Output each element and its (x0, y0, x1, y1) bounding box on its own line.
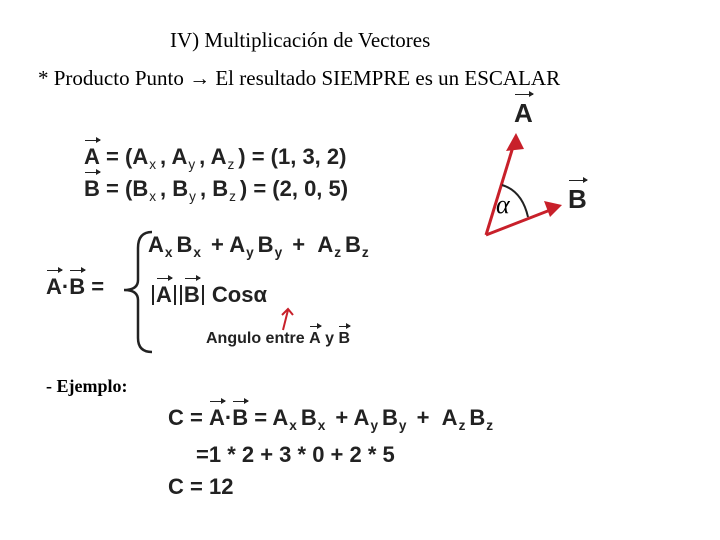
lhs-vector-b: B (69, 274, 86, 299)
subscript-z: z (227, 156, 235, 172)
subtitle-prefix: * Producto Punto (38, 66, 184, 90)
page-title: IV) Multiplicación de Vectores (170, 28, 431, 52)
magnitude-a: A (156, 282, 172, 307)
vector-a-arrow (486, 137, 516, 235)
vector-b-open: = ( (106, 176, 133, 201)
vector-b-component-y: B (172, 176, 189, 201)
subscript-x: x (149, 188, 157, 204)
vector-b-arrowhead (544, 201, 562, 217)
vector-a-value: ) = (1, 3, 2) (238, 144, 347, 169)
example-line-1: $C = A\cdot B = A_x$ $B_x + A_y$ $B_y + A_z$ $B_z$ (168, 405, 494, 433)
example-vector-a: A (208, 405, 225, 430)
vector-diagram (470, 95, 610, 245)
example-vector-b: B (232, 405, 249, 430)
lhs-vector-a: A (46, 274, 62, 299)
vector-b-definition: $B = (B_x$ , $B_y$ , $B_z$ ) = (2, 0, 5) (84, 176, 349, 204)
angle-note-b: B (338, 330, 351, 347)
cosine-term: Cosα (211, 282, 267, 307)
example-result: C = 12 (168, 474, 234, 499)
vector-b-value: ) = (2, 0, 5) (239, 176, 349, 201)
subscript-y: y (188, 156, 196, 172)
angle-note-prefix: Angulo entre (206, 330, 305, 347)
diagram-label-b (568, 184, 587, 215)
diagram-label-a-text: A (514, 98, 533, 128)
vector-a-definition: $A = (A_x$ , $A_y$ , $A_z$ ) = (1, 3, 2) (84, 144, 347, 172)
angle-note (206, 330, 350, 348)
angle-note-a: A (309, 330, 321, 347)
vector-b-component-x: B (132, 176, 149, 201)
vector-b-symbol: B (84, 176, 100, 201)
vector-a-component-x: A (132, 144, 149, 169)
case-magnitude (150, 282, 267, 308)
angle-label: α (496, 190, 510, 219)
vector-a-symbol: A (84, 144, 100, 169)
arrow-right-icon: → (189, 66, 211, 90)
vector-a-arrowhead (506, 133, 524, 151)
vector-a-component-y: A (171, 144, 188, 169)
angle-note-and: y (325, 330, 335, 347)
dot-product-lhs: A·B = (46, 274, 105, 299)
subscript-x: x (149, 156, 157, 172)
diagram-label-b-text: B (568, 184, 587, 214)
vector-b-component-z: B (212, 176, 229, 201)
subtitle (38, 66, 560, 91)
magnitude-b: B (183, 282, 200, 307)
subscript-z: z (229, 188, 236, 204)
example-line-2: =1 * 2 + 3 * 0 + 2 * 5 (196, 442, 395, 467)
diagram-label-a (514, 98, 533, 129)
vector-a-component-z: A (210, 144, 227, 169)
vector-a-open: = ( (106, 144, 133, 169)
subscript-y: y (189, 188, 196, 204)
case-components: $A_x$ $B_x + A_y$ $B_y + A_z$ $B_z$ (148, 232, 369, 260)
example-label: - Ejemplo: (46, 376, 128, 396)
subtitle-suffix: El resultado SIEMPRE es un ESCALAR (215, 66, 561, 90)
note-arrow-icon (278, 306, 298, 332)
